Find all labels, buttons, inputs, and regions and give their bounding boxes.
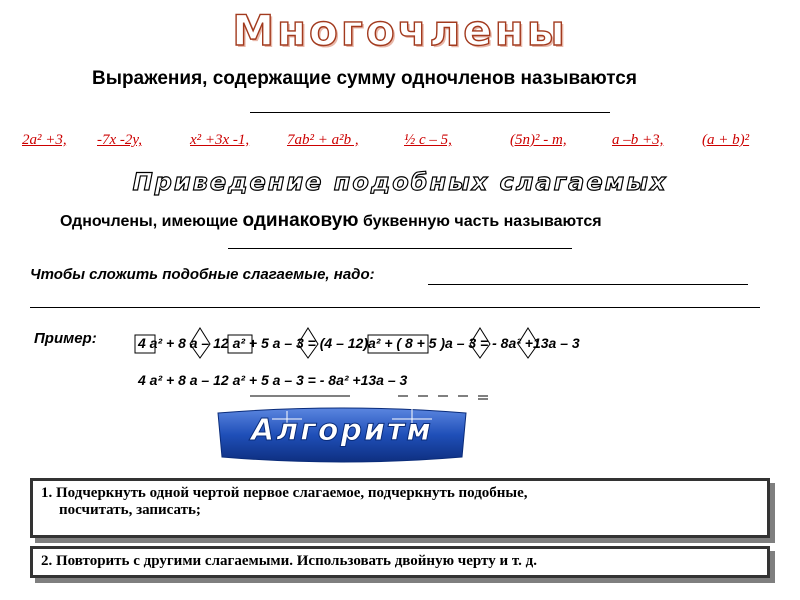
expression-item: 7ab² + a²b , [287, 132, 359, 148]
answer-blank-4 [30, 307, 760, 308]
step-2-text: 2. Повторить с другими слагаемыми. Использовать двойную черту и т. д. [41, 553, 537, 569]
example-line-1-text: 4 a² + 8 a – 12 a² + 5 a – 3 = (4 – 12)a² + ( 8 + 5 )a – 3 = - 8a² +13a – 3 [138, 335, 580, 351]
step-1-text: 1. Подчеркнуть одной чертой первое слагаемое, подчеркнуть подобные, [41, 485, 528, 501]
expression-item: (5n)² - m, [510, 132, 567, 148]
page-title: Многочлены [232, 6, 568, 55]
definition2-suffix: буквенную часть называются [358, 213, 602, 230]
definition2-prefix: Одночлены, имеющие [60, 213, 243, 230]
example-line-1 [130, 326, 750, 360]
expression-item: 2a² +3, [22, 132, 67, 148]
definition2-highlight: одинаковую [242, 210, 359, 231]
example-line-2-text: 4 a² + 8 a – 12 a² + 5 a – 3 = - 8a² +13a – 3 [138, 372, 408, 388]
section-subtitle: Приведение подобных слагаемых [132, 168, 668, 196]
expression-item: x² +3x -1, [190, 132, 250, 148]
expression-item: -7x -2y, [97, 132, 142, 148]
step-box-1 [30, 478, 770, 538]
expression-item: a –b +3, [612, 132, 664, 148]
answer-blank-3 [428, 284, 748, 285]
algorithm-button[interactable] [212, 405, 472, 465]
expression-item: ½ c – 5, [404, 132, 452, 148]
algorithm-button-label: Алгоритм [251, 413, 433, 448]
answer-blank-2 [228, 248, 572, 249]
answer-blank-1 [250, 112, 610, 113]
rule-text: Чтобы сложить подобные слагаемые, надо: [30, 266, 375, 283]
definition-polynomial: Выражения, содержащие сумму одночленов называются [92, 68, 637, 89]
step-box-2 [30, 546, 770, 578]
expression-examples [22, 132, 800, 154]
definition-similar-terms [60, 210, 602, 232]
expression-item: (a + b)² [702, 132, 750, 148]
step-1-text-continued: посчитать, записать; [59, 502, 201, 518]
example-label: Пример: [34, 330, 97, 347]
